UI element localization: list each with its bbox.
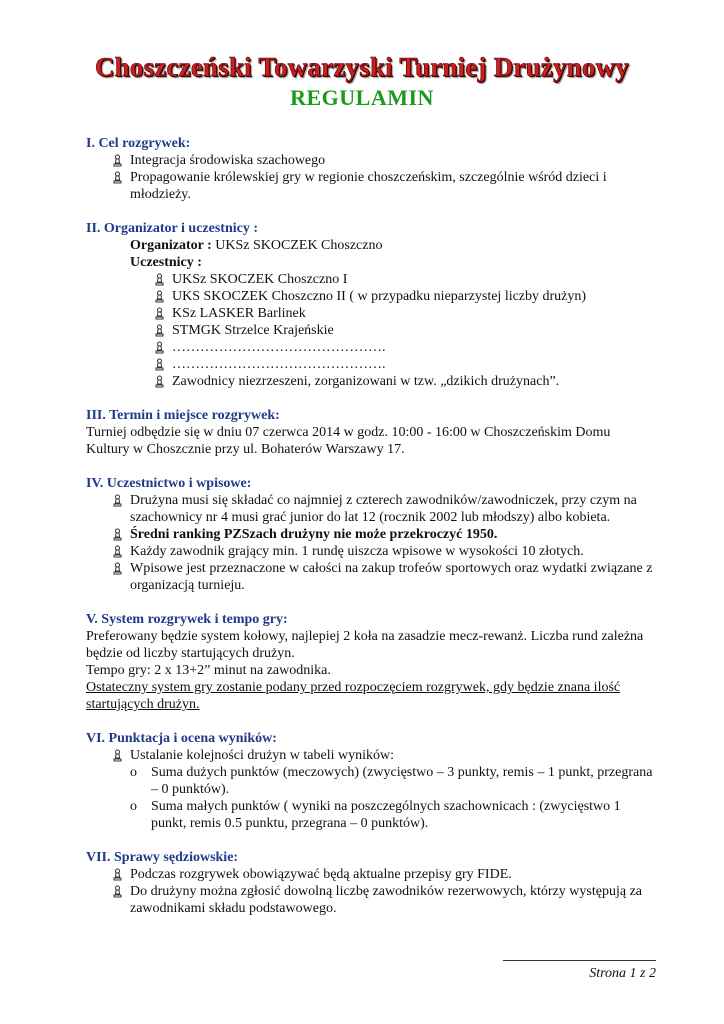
sub-bullet-marker: o (130, 765, 137, 780)
chess-pawn-icon (154, 273, 165, 286)
chess-pawn-icon (154, 307, 165, 320)
list-item (86, 866, 656, 883)
organizer-label: Organizator : (130, 238, 212, 253)
chess-pawn-icon (154, 324, 165, 337)
participant-text: ………………………………………. (172, 340, 386, 355)
list-item (86, 169, 656, 203)
list-item (86, 492, 656, 526)
section-heading-uczestnictwo: IV. Uczestnictwo i wpisowe: (86, 476, 252, 491)
participants-label-line (86, 254, 656, 271)
footer-divider (503, 960, 656, 961)
list-item-text: Wpisowe jest przeznaczone w całości na zakup trofeów sportowych oraz wydatki związane z organizacją turnieju. (130, 561, 653, 593)
organizer-line (86, 237, 656, 254)
sub-bullet-marker: o (130, 799, 137, 814)
list-item-text: Do drużyny można zgłosić dowolną liczbę zawodników rezerwowych, którzy występują za zawodnikami składu podstawowego. (130, 884, 642, 916)
chess-pawn-icon (112, 171, 123, 184)
system-note: Ostateczny system gry zostanie podany przed rozpoczęciem rozgrywek, gdy będzie znana ilość startujących drużyn. (86, 680, 621, 712)
participant-item (86, 339, 656, 356)
chess-pawn-icon (154, 290, 165, 303)
participant-item (86, 305, 656, 322)
participant-text: ………………………………………. (172, 357, 386, 372)
section-heading-system: V. System rozgrywek i tempo gry: (86, 612, 288, 627)
list-item-text: Drużyna musi się składać co najmniej z czterech zawodników/zawodniczek, przy czym na szachownicy nr 4 musi grać junior do lat 12 (rocznik 2002 lub młodszy) albo kobieta. (130, 493, 637, 525)
chess-pawn-icon (112, 562, 123, 575)
participant-text: UKSz SKOCZEK Choszczno I (172, 272, 348, 287)
chess-pawn-icon (112, 494, 123, 507)
chess-pawn-icon (112, 749, 123, 762)
page-number: Strona 1 z 2 (589, 966, 656, 981)
section-heading-sprawy-sedziowskie: VII. Sprawy sędziowskie: (86, 850, 239, 865)
participant-text: Zawodnicy niezrzeszeni, zorganizowani w tzw. „dzikich drużynach”. (172, 374, 560, 389)
list-item-text: Średni ranking PZSzach drużyny nie może przekroczyć 1950. (130, 527, 498, 542)
tempo-text: Tempo gry: 2 x 13+2” minut na zawodnika. (86, 663, 331, 678)
list-item-text: Każdy zawodnik grający min. 1 rundę uiszcza wpisowe w wysokości 10 złotych. (130, 544, 584, 559)
participant-text: UKS SKOCZEK Choszczno II ( w przypadku nieparzystej liczby drużyn) (172, 289, 587, 304)
section-heading-termin: III. Termin i miejsce rozgrywek: (86, 408, 280, 423)
participants-label: Uczestnicy : (130, 255, 202, 270)
chess-pawn-icon (112, 885, 123, 898)
participant-item (86, 288, 656, 305)
organizer-value: UKSz SKOCZEK Choszczno (211, 238, 383, 253)
list-item (86, 543, 656, 560)
system-text: Preferowany będzie system kołowy, najlepiej 2 koła na zasadzie mecz-rewanż. Liczba rund zależna będzie od liczby startujących drużyn. (86, 629, 644, 661)
section-heading-punktacja: VI. Punktacja i ocena wyników: (86, 731, 277, 746)
participant-item (86, 271, 656, 288)
participant-text: KSz LASKER Barlinek (172, 306, 306, 321)
participant-item (86, 356, 656, 373)
document-body (86, 135, 656, 917)
document-title: Choszczeński Towarzyski Turniej Drużynowy (94, 52, 629, 82)
chess-pawn-icon (112, 545, 123, 558)
participant-item (86, 373, 656, 390)
sub-list-item (86, 764, 656, 798)
participant-text: STMGK Strzelce Krajeńskie (172, 323, 334, 338)
list-item (86, 883, 656, 917)
sub-list-item-text: Suma dużych punktów (meczowych) (zwycięstwo – 3 punkty, remis – 1 punkt, przegrana – 0 punktów). (151, 765, 653, 797)
list-item-text: Propagowanie królewskiej gry w regionie choszczeńskim, szczególnie wśród dzieci i młodzieży. (130, 170, 607, 202)
list-item (86, 526, 656, 543)
termin-text: Turniej odbędzie się w dniu 07 czerwca 2014 w godz. 10:00 - 16:00 w Choszczeńskim Domu Kultury w Choszcznie przy ul. Bohaterów Warszawy 17. (86, 425, 611, 457)
chess-pawn-icon (112, 528, 123, 541)
document-subtitle: REGULAMIN (290, 85, 434, 110)
list-item-text: Podczas rozgrywek obowiązywać będą aktualne przepisy gry FIDE. (130, 867, 512, 882)
list-item-text: Ustalanie kolejności drużyn w tabeli wyników: (130, 748, 394, 763)
list-item (86, 747, 656, 764)
section-heading-organizator: II. Organizator i uczestnicy : (86, 221, 258, 236)
chess-pawn-icon (112, 868, 123, 881)
section-heading-cel: I. Cel rozgrywek: (86, 136, 191, 151)
chess-pawn-icon (154, 341, 165, 354)
chess-pawn-icon (154, 358, 165, 371)
chess-pawn-icon (112, 154, 123, 167)
participant-item (86, 322, 656, 339)
sub-list-item (86, 798, 656, 832)
sub-list-item-text: Suma małych punktów ( wyniki na poszczególnych szachownicach : (zwycięstwo 1 punkt, remis 0.5 punktu, przegrana – 0 punktów). (151, 799, 621, 831)
list-item (86, 152, 656, 169)
chess-pawn-icon (154, 375, 165, 388)
list-item (86, 560, 656, 594)
list-item-text: Integracja środowiska szachowego (130, 153, 326, 168)
